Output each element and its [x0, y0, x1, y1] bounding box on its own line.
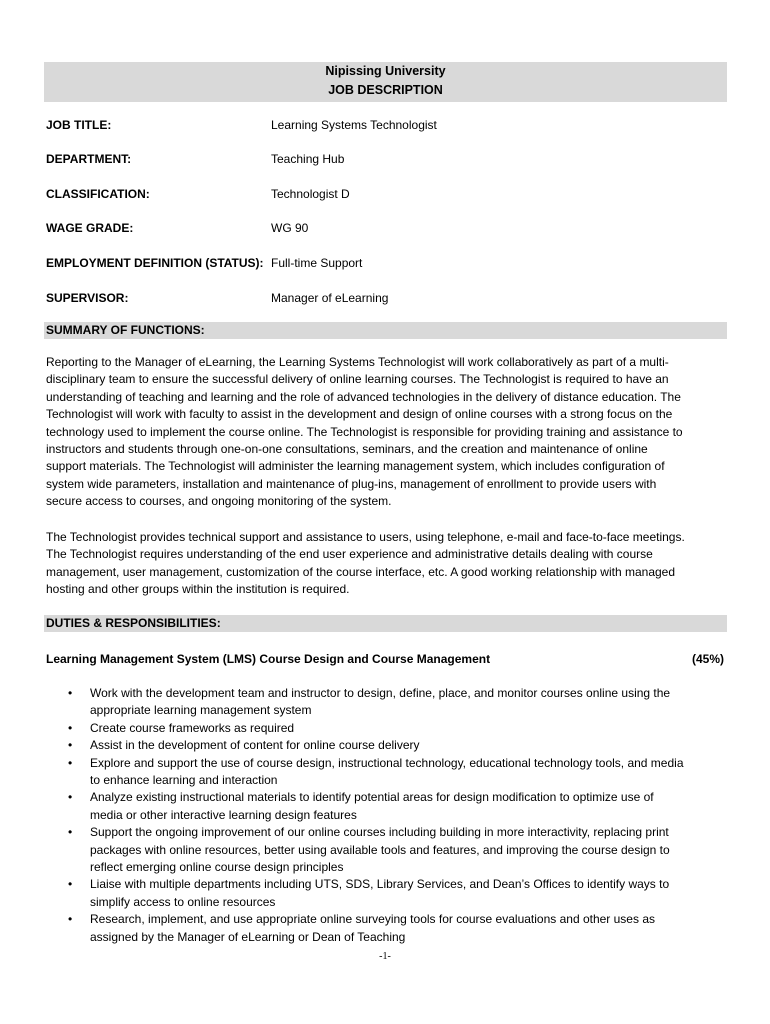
- text-line: management, user management, customization of the course interface, etc. A good working relationship with managed: [46, 564, 676, 579]
- text-line: packages with online resources, better using available tools and features, and improving the course design to: [90, 842, 670, 857]
- text-line: Reporting to the Manager of eLearning, the Learning Systems Technologist will work collaboratively as part of a multi-: [46, 355, 669, 369]
- text-line: Analyze existing instructional materials to identify potential areas for design modification to optimize use of: [90, 790, 654, 805]
- field-label: WAGE GRADE:: [46, 221, 134, 235]
- duty-area-percent: (45%): [691, 652, 724, 666]
- text-line: Assist in the development of content for online course delivery: [90, 738, 420, 753]
- field-label: CLASSIFICATION:: [46, 187, 150, 201]
- text-line: Support the ongoing improvement of our online courses including building in more interactivity, replacing print: [90, 825, 669, 840]
- summary-paragraph-2: [46, 529, 726, 599]
- field-label: SUPERVISOR:: [46, 291, 129, 305]
- text-line: Create course frameworks as required: [90, 720, 295, 735]
- duty-area-title: Learning Management System (LMS) Course Design and Course Management: [46, 652, 491, 666]
- text-line: The Technologist provides technical support and assistance to users, using telephone, e-mail and face-to-face meetings.: [46, 530, 685, 544]
- bullet-icon: •: [68, 755, 73, 770]
- text-line: Work with the development team and instructor to design, define, place, and monitor courses online using the: [90, 686, 671, 700]
- list-item: [46, 824, 726, 876]
- field-value: Full-time Support: [271, 256, 363, 270]
- field-value: Manager of eLearning: [271, 291, 389, 305]
- title-block: [44, 62, 727, 102]
- field-label: JOB TITLE:: [46, 118, 112, 132]
- duty-area-heading: [46, 651, 724, 668]
- text-line: simplify access to online resources: [90, 894, 276, 909]
- text-line: technology used to implement the course online. The Technologist is responsible for providing training and assistance to: [46, 424, 683, 439]
- bullet-icon: •: [68, 877, 73, 892]
- text-line: support materials. The Technologist will administer the learning management system, which includes configuration of: [46, 459, 665, 474]
- text-line: secure access to courses, and ongoing monitoring of the system.: [46, 494, 392, 509]
- text-line: appropriate learning management system: [90, 703, 312, 718]
- list-item: [46, 876, 726, 911]
- text-line: instructors and students through one-on-one consultations, seminars, and the creation and maintenance of online: [46, 442, 648, 457]
- summary-paragraph-1: [46, 354, 726, 511]
- text-line: Liaise with multiple departments including UTS, SDS, Library Services, and Dean’s Offices to identify ways to: [90, 877, 670, 892]
- field-value: WG 90: [271, 221, 309, 235]
- list-item: [46, 737, 726, 754]
- bullet-icon: •: [68, 825, 73, 840]
- list-item: [46, 685, 726, 720]
- duties-list: [46, 685, 726, 946]
- text-line: Technologist will work with faculty to assist in the development and design of online courses with a strong focus on the: [46, 407, 673, 422]
- field-label: DEPARTMENT:: [46, 152, 132, 166]
- text-line: Explore and support the use of course design, instructional technology, educational technology tools, and media: [90, 755, 684, 770]
- text-line: hosting and other groups within the institution is required.: [46, 582, 350, 597]
- text-line: understanding of teaching and learning and the role of advanced technologies in the delivery of distance education. The: [46, 389, 681, 404]
- text-line: media or other interactive learning design features: [90, 807, 357, 822]
- list-item: [46, 755, 726, 790]
- summary-heading: SUMMARY OF FUNCTIONS:: [44, 322, 727, 339]
- list-item: [46, 911, 726, 946]
- field-label: EMPLOYMENT DEFINITION (STATUS):: [46, 256, 264, 270]
- field-value: Technologist D: [271, 187, 350, 201]
- field-value: Learning Systems Technologist: [271, 118, 437, 132]
- text-line: system wide parameters, installation and maintenance of plug-ins, management of enrollment to provide users with: [46, 476, 657, 491]
- field-value: Teaching Hub: [271, 152, 345, 166]
- bullet-icon: •: [68, 738, 73, 753]
- list-item: [46, 789, 726, 824]
- text-line: Research, implement, and use appropriate online surveying tools for course evaluations and other uses as: [90, 912, 655, 927]
- text-line: The Technologist requires understanding of the end user experience and administrative details dealing with course: [46, 547, 653, 562]
- university-name: Nipissing University: [325, 64, 446, 78]
- text-line: disciplinary team to ensure the successful delivery of online learning courses. The Technologist is required to have an: [46, 372, 669, 387]
- bullet-icon: •: [68, 912, 73, 927]
- text-line: reflect emerging online course design principles: [90, 860, 344, 875]
- bullet-icon: •: [68, 720, 73, 735]
- list-item: [46, 720, 726, 737]
- text-line: to enhance learning and interaction: [90, 773, 278, 788]
- bullet-icon: •: [68, 790, 73, 805]
- duties-heading: DUTIES & RESPONSIBILITIES:: [44, 615, 727, 632]
- page-number: -1-: [379, 951, 391, 962]
- bullet-icon: •: [68, 686, 73, 700]
- text-line: assigned by the Manager of eLearning or Dean of Teaching: [90, 929, 406, 944]
- document-title: JOB DESCRIPTION: [328, 83, 443, 97]
